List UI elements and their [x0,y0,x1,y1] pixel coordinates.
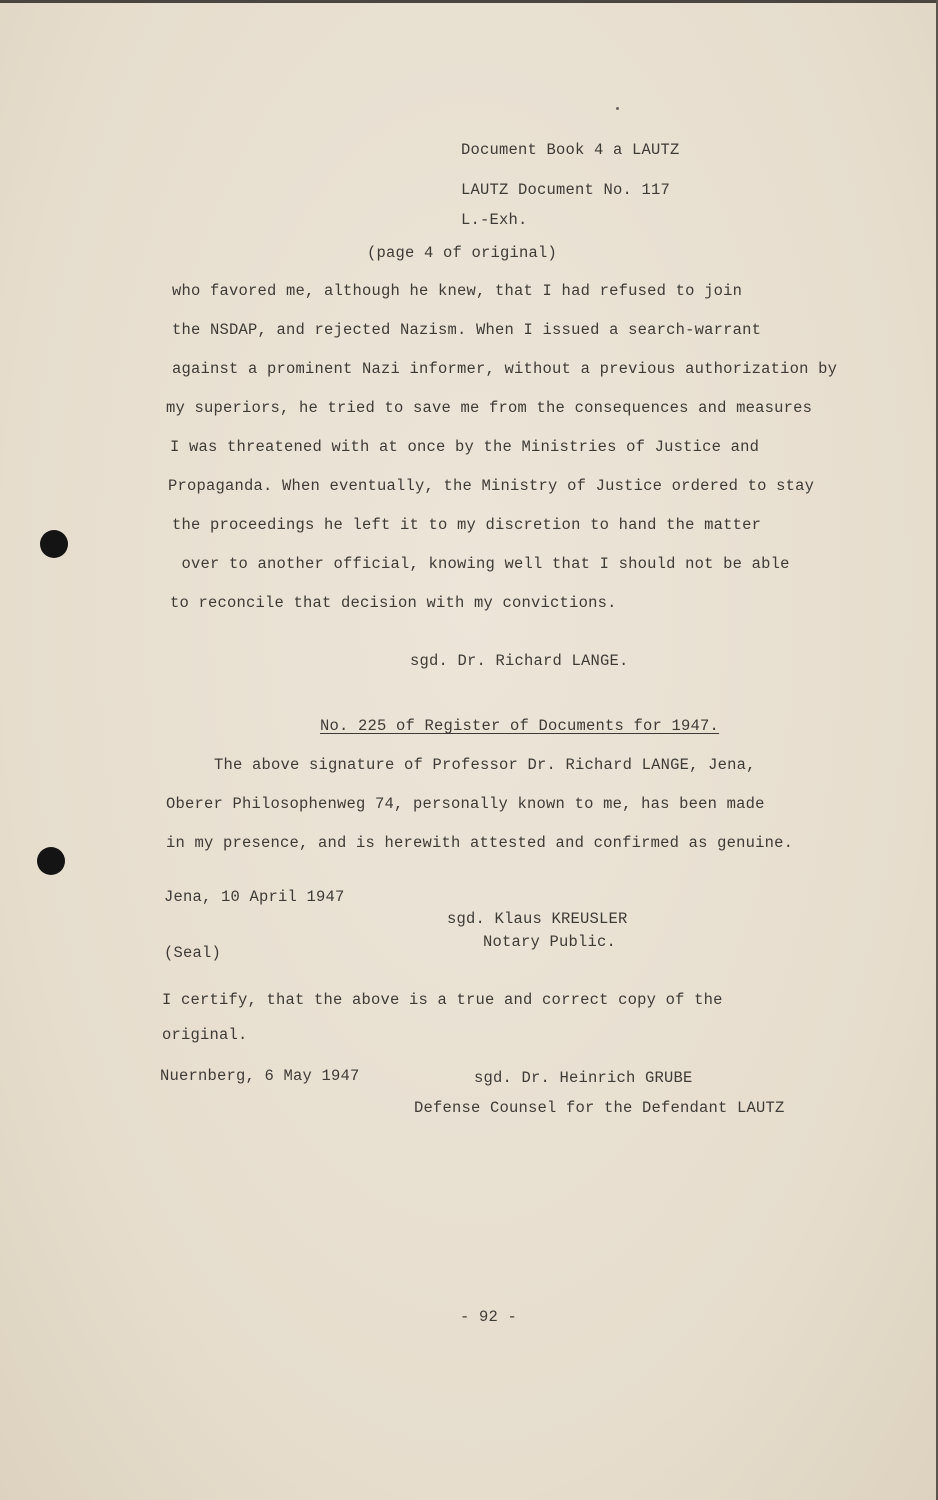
attest-line: Oberer Philosophenweg 74, personally known to me, has been made [166,795,765,813]
body-line: who favored me, although he knew, that I had refused to join [172,282,743,300]
signature-lange: sgd. Dr. Richard LANGE. [410,652,629,670]
notary-place-date: Jena, 10 April 1947 [164,888,345,906]
attest-line: The above signature of Professor Dr. Richard LANGE, Jena, [214,756,756,774]
page-top-edge [0,0,938,3]
body-line: the NSDAP, and rejected Nazism. When I issued a search-warrant [172,321,762,339]
counsel-title: Defense Counsel for the Defendant LAUTZ [414,1099,785,1117]
paper-speck [616,107,619,110]
notary-title: Notary Public. [483,933,617,951]
certify-line: I certify, that the above is a true and correct copy of the [162,991,723,1009]
body-line: my superiors, he tried to save me from the consequences and measures [166,399,813,417]
counsel-signature: sgd. Dr. Heinrich GRUBE [474,1069,693,1087]
body-line: Propaganda. When eventually, the Ministry of Justice ordered to stay [168,477,815,495]
certify-line: original. [162,1026,248,1044]
body-line: to reconcile that decision with my convictions. [170,594,617,612]
body-line: against a prominent Nazi informer, without a previous authorization by [172,360,838,378]
attest-line: in my presence, and is herewith attested and confirmed as genuine. [166,834,794,852]
body-line: over to another official, knowing well that I should not be able [172,555,790,573]
header-document-number: LAUTZ Document No. 117 [461,181,671,199]
notary-signature: sgd. Klaus KREUSLER [447,910,628,928]
page-number: - 92 - [460,1308,518,1326]
seal-mark: (Seal) [164,944,222,962]
page-reference: (page 4 of original) [367,244,558,262]
header-exhibit: L.-Exh. [461,211,528,229]
header-document-book: Document Book 4 a LAUTZ [461,141,680,159]
punch-hole-top [40,530,68,558]
body-line: I was threatened with at once by the Ministries of Justice and [170,438,760,456]
body-line: the proceedings he left it to my discretion to hand the matter [172,516,762,534]
punch-hole-bottom [37,847,65,875]
counsel-place-date: Nuernberg, 6 May 1947 [160,1067,360,1085]
register-title: No. 225 of Register of Documents for 1947. [320,717,720,735]
